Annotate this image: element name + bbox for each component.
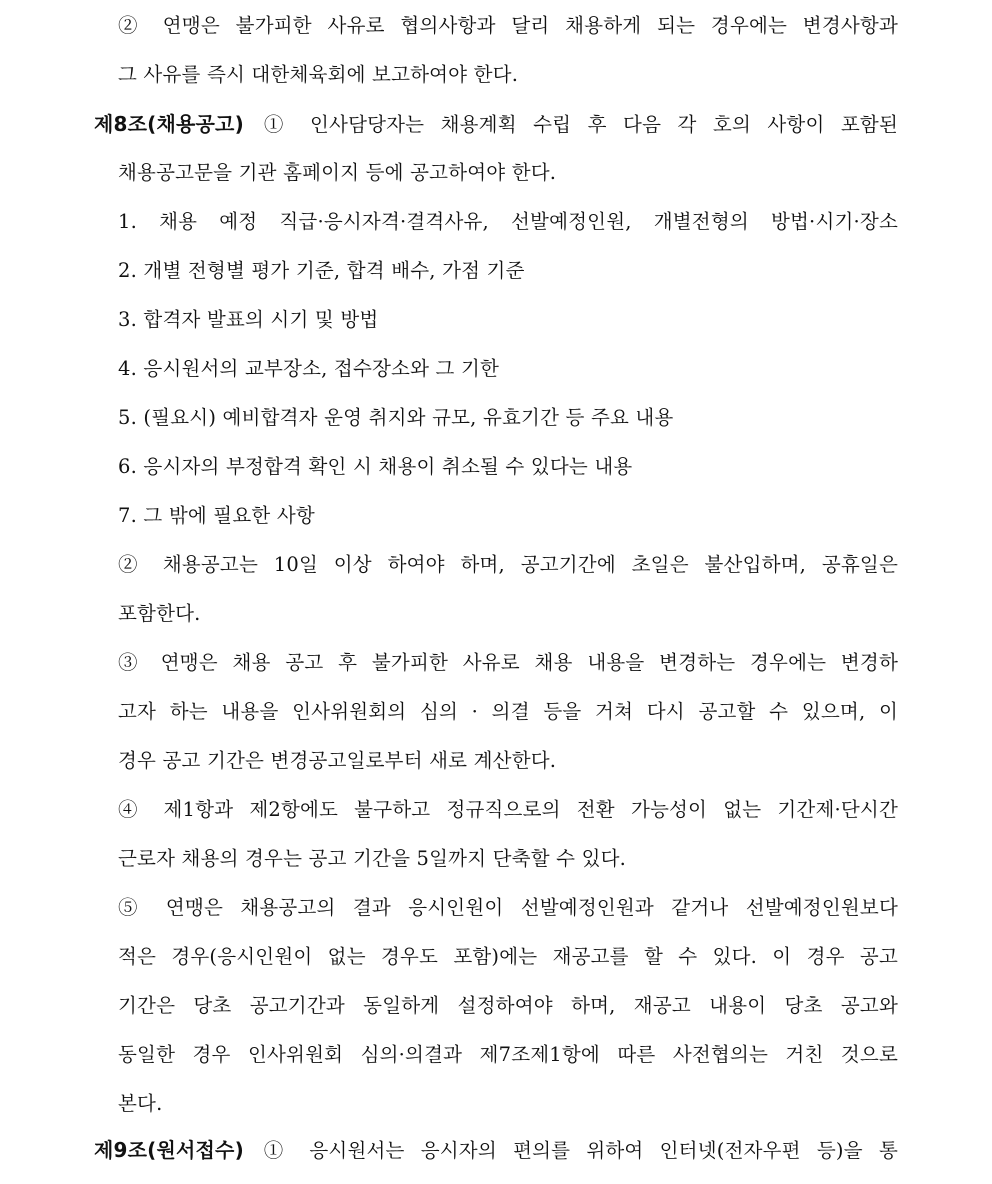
paragraph-line: ② 채용공고는 10일 이상 하여야 하며, 공고기간에 초일은 불산입하며, 공휴일은: [118, 553, 898, 576]
paragraph-line: ② 연맹은 불가피한 사유로 협의사항과 달리 채용하게 되는 경우에는 변경사항과: [118, 14, 898, 37]
paragraph-text: ① 인사담당자는 채용계획 수립 후 다음 각 호의 사항이 포함된: [253, 113, 898, 136]
paragraph-line: 본다.: [118, 1092, 163, 1115]
paragraph-line: ④ 제1항과 제2항에도 불구하고 정규직으로의 전환 가능성이 없는 기간제·단시간: [118, 798, 898, 821]
paragraph-line: 동일한 경우 인사위원회 심의·의결과 제7조제1항에 따른 사전협의는 거친 것으로: [118, 1043, 898, 1066]
article-8-line: [94, 109, 898, 139]
list-item: 5. (필요시) 예비합격자 운영 취지와 규모, 유효기간 등 주요 내용: [118, 406, 674, 429]
list-item: 4. 응시원서의 교부장소, 접수장소와 그 기한: [118, 357, 500, 380]
article-8-heading: 제8조(채용공고): [94, 112, 244, 136]
paragraph-line: 적은 경우(응시인원이 없는 경우도 포함)에는 재공고를 할 수 있다. 이 경우 공고: [118, 945, 898, 968]
paragraph-line: 근로자 채용의 경우는 공고 기간을 5일까지 단축할 수 있다.: [118, 847, 627, 870]
list-item: 7. 그 밖에 필요한 사항: [118, 504, 315, 527]
list-item: 3. 합격자 발표의 시기 및 방법: [118, 308, 379, 331]
list-item: 1. 채용 예정 직급·응시자격·결격사유, 선발예정인원, 개별전형의 방법·시기·장소: [118, 210, 898, 233]
paragraph-line: ⑤ 연맹은 채용공고의 결과 응시인원이 선발예정인원과 같거나 선발예정인원보다: [118, 896, 898, 919]
paragraph-line: 채용공고문을 기관 홈페이지 등에 공고하여야 한다.: [118, 161, 557, 184]
list-item: 6. 응시자의 부정합격 확인 시 채용이 취소될 수 있다는 내용: [118, 455, 633, 478]
article-9-line: [94, 1135, 898, 1165]
article-9-heading: 제9조(원서접수): [94, 1138, 244, 1162]
list-item: 2. 개별 전형별 평가 기준, 합격 배수, 가점 기준: [118, 259, 525, 282]
paragraph-line: ③ 연맹은 채용 공고 후 불가피한 사유로 채용 내용을 변경하는 경우에는 변경하: [118, 651, 898, 674]
paragraph-line: 그 사유를 즉시 대한체육회에 보고하여야 한다.: [118, 63, 519, 86]
paragraph-line: 기간은 당초 공고기간과 동일하게 설정하여야 하며, 재공고 내용이 당초 공고와: [118, 994, 898, 1017]
paragraph-text: ① 응시원서는 응시자의 편의를 위하여 인터넷(전자우편 등)을 통: [253, 1139, 898, 1162]
paragraph-line: 고자 하는 내용을 인사위원회의 심의 · 의결 등을 거쳐 다시 공고할 수 있으며, 이: [118, 700, 898, 723]
paragraph-line: 포함한다.: [118, 602, 201, 625]
paragraph-line: 경우 공고 기간은 변경공고일로부터 새로 계산한다.: [118, 749, 557, 772]
